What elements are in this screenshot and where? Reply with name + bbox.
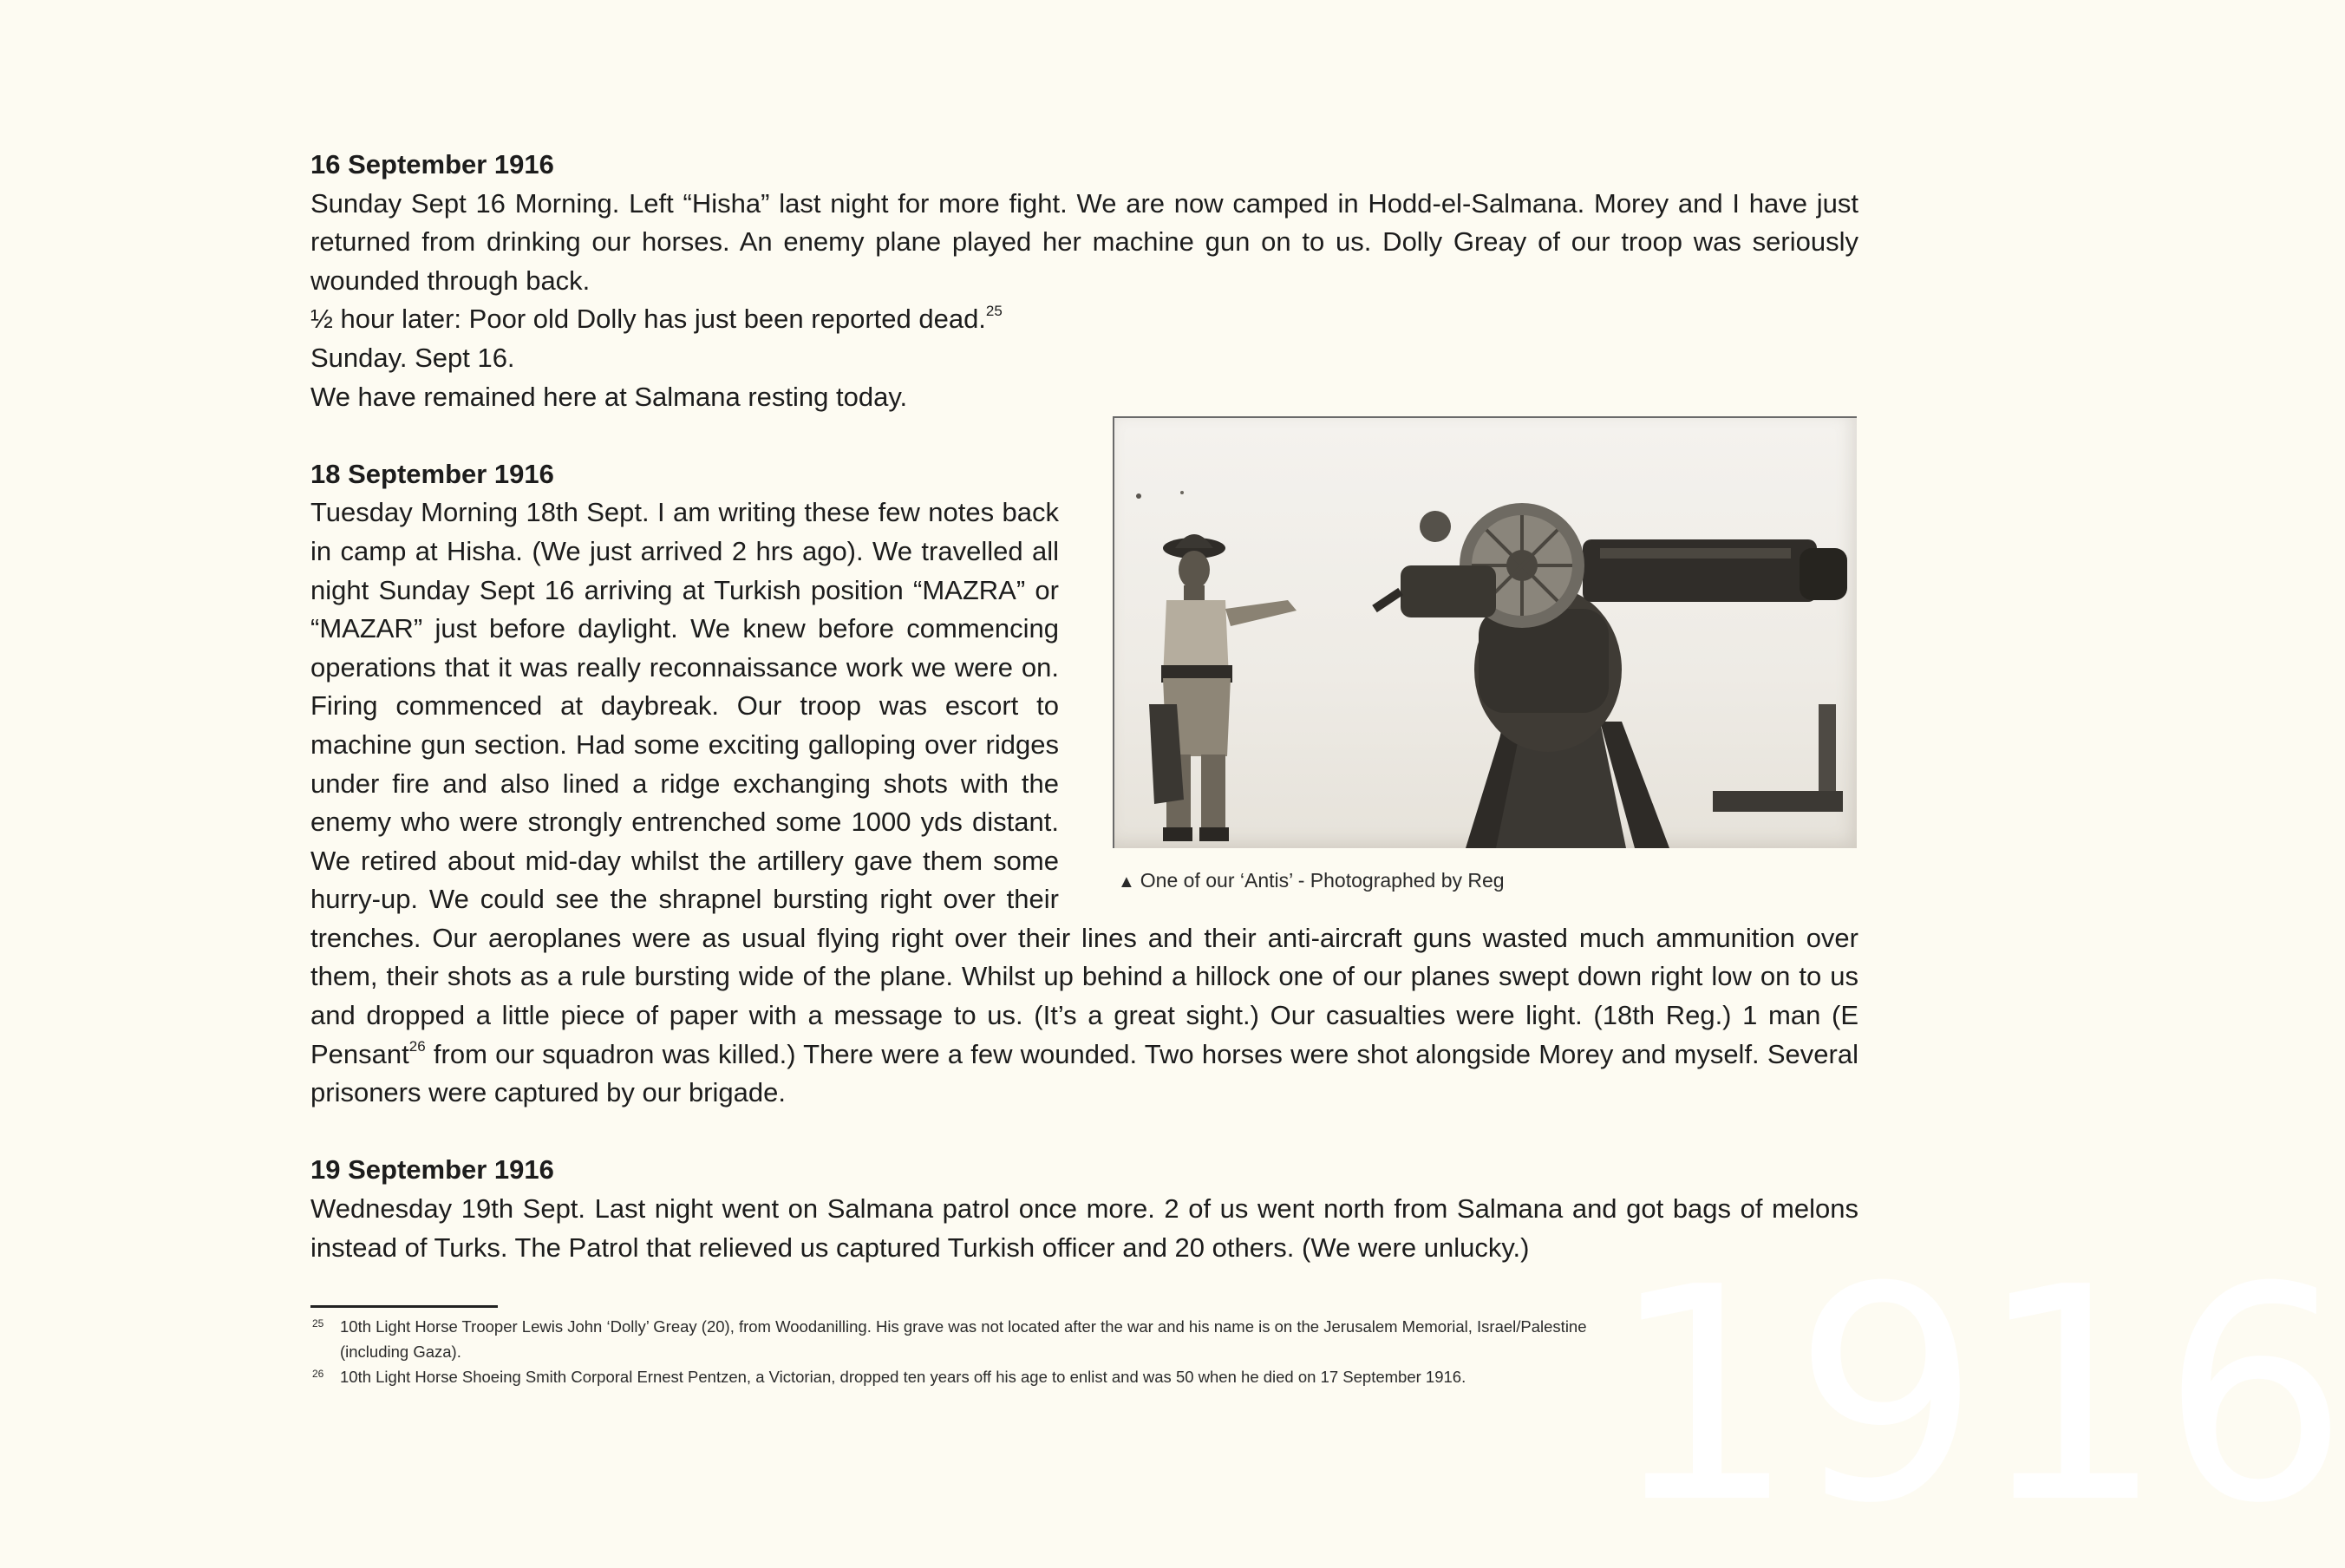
entry-text-part: Tuesday Morning 18th Sept. I am writing these few notes back in camp at Hisha. (We just arrived 2 hrs ago). We travelled all night Sunday Sept 16 arriving at Turkish position “MAZRA” or “MAZAR” just before daylight. We knew before commencing operations that it was really reconnaissance work we were on. Firing commenced at daybreak. Our troop was escort to machine gun section. Had some exciting galloping over ridges under fire and also lined a ridge exchanging shots with the enemy who were strongly entrenched some 1000 yds distant. We retired about mid-day whilst the artillery gave them some hurry-up. We could see the shrapnel bursting right over their trenches. Our aeroplanes were as usual flying right over their lines and their anti-aircraft guns wasted much ammunition over them, their shots as a rule bursting wide of the plane. Whilst up behind a hillock one of our planes swept down right low on to us and dropped a little piece of paper with a message to us. (It’s a great sight.) Our casualties were light. (18th Reg.) 1 man (E Pensant: [310, 497, 1858, 1069]
footnote-text: 10th Light Horse Shoeing Smith Corporal Ernest Pentzen, a Victorian, dropped ten years off his age to enlist and was 50 when he died on 17 September 1916.: [340, 1368, 1466, 1386]
entry-paragraph: Wednesday 19th Sept. Last night went on Salmana patrol once more. 2 of us went north from Salmana and got bags of melons instead of Turks. The Patrol that relieved us captured Turkish officer and 20 others. (We were unlucky.): [310, 1193, 1858, 1263]
entry-line: Sunday. Sept 16.: [310, 342, 515, 373]
photo-illustration: [1114, 418, 1857, 848]
footnote-number: 26: [312, 1368, 324, 1380]
footnote-text: 10th Light Horse Trooper Lewis John ‘Dolly’ Greay (20), from Woodanilling. His grave was not located after the war and his name is on the Jerusalem Memorial, Israel/Palestine (including Gaza).: [340, 1317, 1587, 1361]
footnote-26: [310, 1364, 1629, 1389]
photo-soldier-with-anti-aircraft-gun: [1113, 416, 1857, 848]
diary-column: [310, 146, 1858, 1267]
photo-caption: [1118, 867, 1505, 895]
entry-spacer: [310, 1113, 1858, 1152]
diary-entry-19-sept: [310, 1151, 1858, 1267]
photo-figure: [1113, 416, 1858, 902]
year-watermark: 1916: [1609, 1225, 2345, 1568]
footnotes: [310, 1314, 1629, 1389]
diary-entry-16-sept: [310, 146, 1858, 416]
footnote-number: 25: [312, 1317, 324, 1330]
entry-paragraph: Sunday Sept 16 Morning. Left “Hisha” last night for more fight. We are now camped in Hodd-el-Salmana. Morey and I have just returned from drinking our horses. An enemy plane played her machine gun on to us. Dolly Greay of our troop was seriously wounded through back.: [310, 187, 1858, 296]
caption-text: One of our ‘Antis’ - Photographed by Reg: [1140, 869, 1505, 892]
footnote-ref-26[interactable]: 26: [408, 1037, 426, 1055]
footnote-divider: [310, 1305, 498, 1308]
footnote-ref-25[interactable]: 25: [985, 303, 1003, 320]
footnote-25: [310, 1314, 1629, 1364]
entry-line: [310, 300, 1858, 339]
entry-heading: 16 September 1916: [310, 149, 554, 180]
entry-heading: 19 September 1916: [310, 1154, 554, 1186]
entry-text-part: from our squadron was killed.) There were a few wounded. Two horses were shot alongside Morey and myself. Several prisoners were captured by our brigade.: [310, 1038, 1858, 1108]
caption-triangle-icon: ▲: [1118, 872, 1135, 892]
entry-heading: 18 September 1916: [310, 458, 554, 489]
entry-line: We have remained here at Salmana resting today.: [310, 381, 908, 412]
entry-line-text: ½ hour later: Poor old Dolly has just been reported dead.: [310, 304, 986, 335]
